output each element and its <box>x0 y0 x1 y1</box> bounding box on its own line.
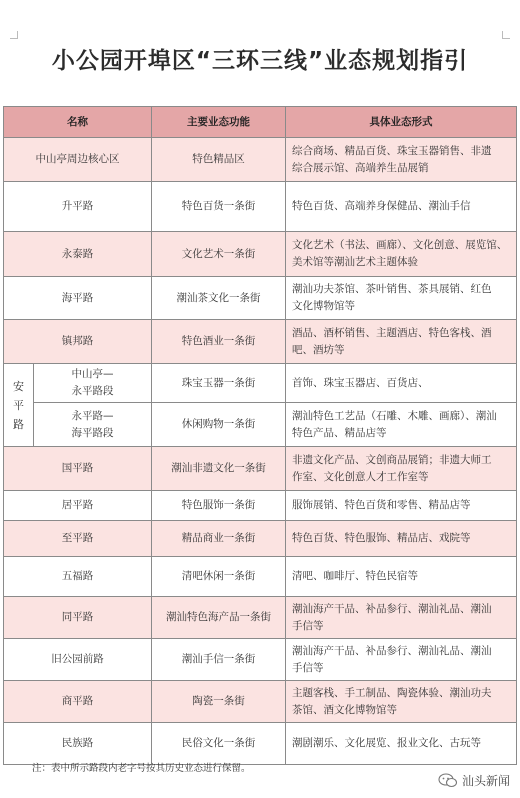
table-row <box>4 447 517 491</box>
corner-mark-right <box>502 31 510 39</box>
table-row <box>4 320 517 364</box>
street-function: 特色精品区 <box>152 138 286 182</box>
street-forms: 非遗文化产品、文创商品展销；非遗大师工 作室、文化创意人才工作室等 <box>286 447 517 491</box>
table-row <box>4 138 517 182</box>
anping-road-label: 安 平 路 <box>4 364 34 447</box>
street-name: 海平路 <box>4 277 152 320</box>
street-name: 永泰路 <box>4 232 152 277</box>
segment-name: 永平路— 海平路段 <box>34 403 152 447</box>
street-function: 特色百货一条街 <box>152 182 286 232</box>
street-forms: 服饰展销、特色百货和零售、精品店等 <box>286 491 517 521</box>
table-row <box>4 521 517 557</box>
street-name: 居平路 <box>4 491 152 521</box>
street-name: 商平路 <box>4 681 152 723</box>
zoning-table <box>3 106 517 765</box>
street-name: 升平路 <box>4 182 152 232</box>
street-function: 清吧休闲一条街 <box>152 557 286 597</box>
segment-function: 珠宝玉器一条街 <box>152 364 286 403</box>
table-footnote: 注：表中所示路段内老字号按其历史业态进行保留。 <box>32 763 251 774</box>
street-name: 同平路 <box>4 597 152 639</box>
table-row <box>4 232 517 277</box>
street-name: 国平路 <box>4 447 152 491</box>
table-header-row <box>4 107 517 138</box>
segment-function: 休闲购物一条街 <box>152 403 286 447</box>
street-forms: 综合商场、精品百货、珠宝玉器销售、非遗 综合展示馆、高端养生品展销 <box>286 138 517 182</box>
street-forms: 主题客栈、手工制品、陶瓷体验、潮汕功夫 茶馆、酒文化博物馆等 <box>286 681 517 723</box>
street-name: 五福路 <box>4 557 152 597</box>
street-function: 潮汕非遗文化一条街 <box>152 447 286 491</box>
segment-name: 中山亭— 永平路段 <box>34 364 152 403</box>
street-name: 旧公园前路 <box>4 639 152 681</box>
wechat-icon <box>438 773 458 788</box>
street-function: 潮汕特色海产品一条街 <box>152 597 286 639</box>
street-name: 民族路 <box>4 723 152 765</box>
street-function: 特色酒业一条街 <box>152 320 286 364</box>
page-title: 小公园开埠区“三环三线”业态规划指引 <box>51 48 469 74</box>
street-forms: 特色百货、特色服饰、精品店、戏院等 <box>286 521 517 557</box>
watermark-text: 汕头新闻 <box>461 774 510 788</box>
street-forms: 特色百货、高端养身保健品、潮汕手信 <box>286 182 517 232</box>
table-row <box>4 723 517 765</box>
header-forms: 具体业态形式 <box>286 107 517 138</box>
street-forms: 潮汕海产干品、补品参行、潮汕礼品、潮汕 手信等 <box>286 597 517 639</box>
segment-forms: 潮汕特色工艺品（石雕、木雕、画廊）、潮汕 特色产品、精品店等 <box>286 403 517 447</box>
table-row <box>4 277 517 320</box>
table-row <box>4 557 517 597</box>
table-row <box>4 182 517 232</box>
street-name: 至平路 <box>4 521 152 557</box>
table-row <box>4 403 517 447</box>
street-forms: 潮剧潮乐、文化展览、报业文化、古玩等 <box>286 723 517 765</box>
header-function: 主要业态功能 <box>152 107 286 138</box>
street-function: 陶瓷一条街 <box>152 681 286 723</box>
street-function: 潮汕茶文化一条街 <box>152 277 286 320</box>
street-function: 民俗文化一条街 <box>152 723 286 765</box>
street-forms: 文化艺术（书法、画廊）、文化创意、展览馆、 美术馆等潮汕艺术主题体验 <box>286 232 517 277</box>
header-name: 名称 <box>4 107 152 138</box>
street-name: 镇邦路 <box>4 320 152 364</box>
table-row <box>4 639 517 681</box>
street-function: 文化艺术一条街 <box>152 232 286 277</box>
street-forms: 潮汕海产干品、补品参行、潮汕礼品、潮汕 手信等 <box>286 639 517 681</box>
street-function: 特色服饰一条街 <box>152 491 286 521</box>
street-forms: 潮汕功夫茶馆、茶叶销售、茶具展销、红色 文化博物馆等 <box>286 277 517 320</box>
corner-mark-left <box>10 31 18 39</box>
street-function: 潮汕手信一条街 <box>152 639 286 681</box>
street-forms: 酒品、酒杯销售、主题酒店、特色客栈、酒 吧、酒坊等 <box>286 320 517 364</box>
watermark <box>438 772 510 789</box>
table-row <box>4 597 517 639</box>
street-function: 精品商业一条街 <box>152 521 286 557</box>
table-row <box>4 491 517 521</box>
table-row <box>4 364 517 403</box>
street-forms: 清吧、咖啡厅、特色民宿等 <box>286 557 517 597</box>
street-name: 中山亭周边核心区 <box>4 138 152 182</box>
table-row <box>4 681 517 723</box>
segment-forms: 首饰、珠宝玉器店、百货店、 <box>286 364 517 403</box>
